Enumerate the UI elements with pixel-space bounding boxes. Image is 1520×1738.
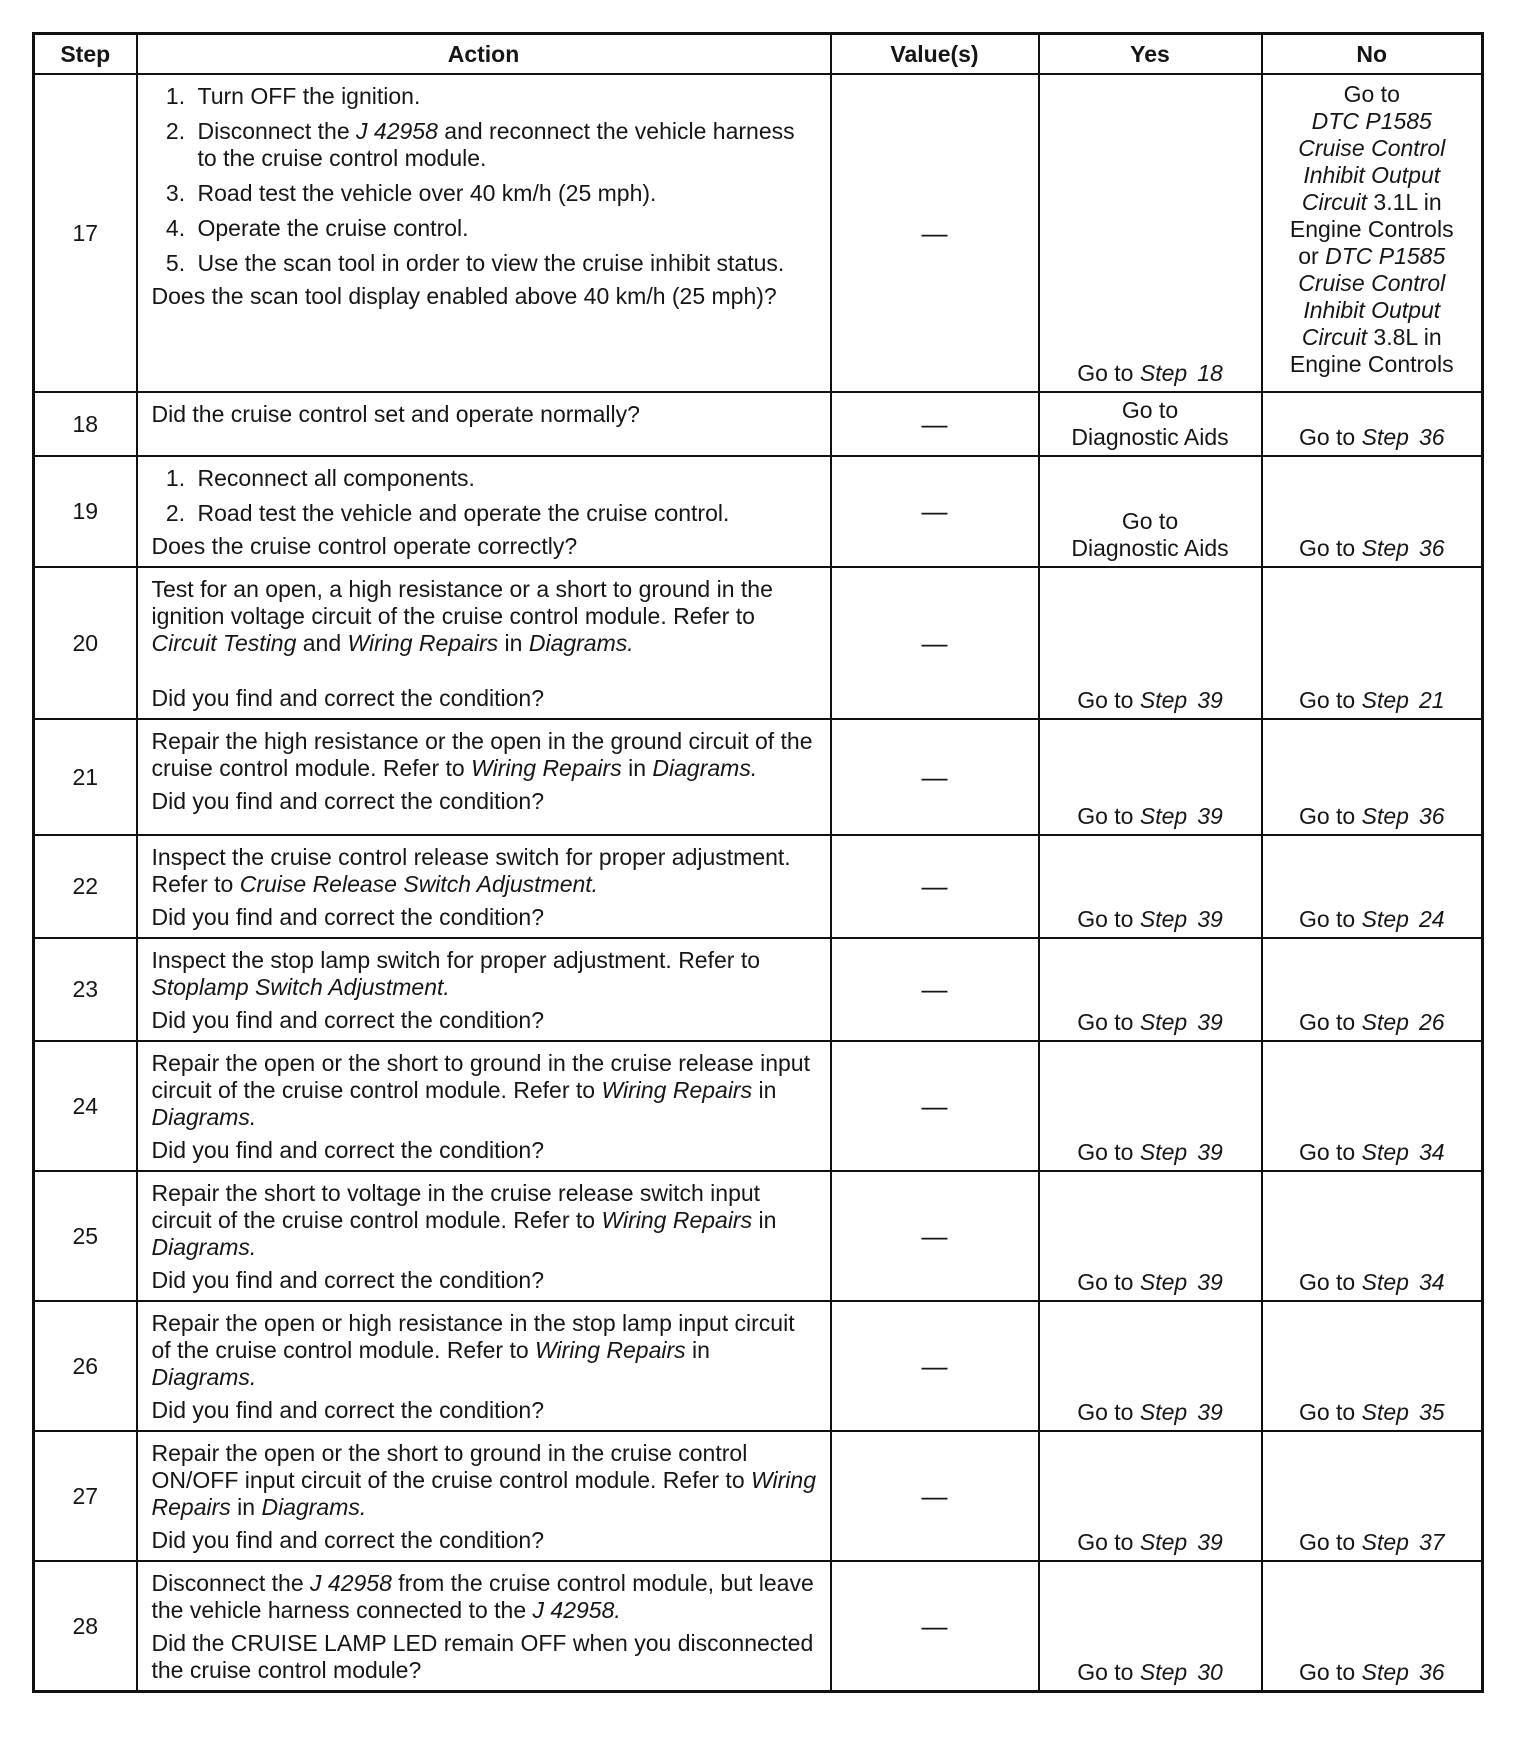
step-number: 20 [34,567,137,719]
table-row [34,1171,1483,1301]
manual-ref: Stoplamp Switch Adjustment. [151,974,450,1000]
action-cell [137,835,831,938]
yes-cell: Go to Step 39 [1039,1171,1262,1301]
question-text: Did the cruise control set and operate normally? [151,401,640,427]
yes-cell: Go to Step 39 [1039,938,1262,1041]
question-text: Did you find and correct the condition? [151,1267,545,1293]
list-item: 2. Disconnect the J 42958 and reconnect the vehicle harness to the cruise control module. [192,118,820,172]
value-cell: — [831,1041,1039,1171]
step-number: 18 [34,392,137,456]
question-text: Did you find and correct the condition? [151,1137,545,1163]
instruction-text: Repair the short to voltage in the cruise release switch input circuit of the cruise control module. Refer to Wiring Repairs in Diagrams. [151,1180,777,1260]
table-row [34,1041,1483,1171]
no-cell: Go to Step 36 [1262,719,1483,835]
manual-ref: Wiring Repairs [601,1077,753,1103]
header-values: Value(s) [831,34,1039,75]
table-row [34,1301,1483,1431]
value-cell: — [831,1171,1039,1301]
value-cell: — [831,1561,1039,1692]
step-number: 19 [34,456,137,567]
table-row [34,392,1483,456]
yes-cell: Go to Diagnostic Aids [1039,392,1262,456]
header-action: Action [137,34,831,75]
instruction-text: Repair the open or the short to ground in the cruise control ON/OFF input circuit of the cruise control module. Refer to Wiring Repairs in Diagrams. [151,1440,816,1520]
value-cell: — [831,719,1039,835]
manual-ref: Diagrams. [261,1494,367,1520]
no-cell: Go to DTC P1585 Cruise Control Inhibit Output Circuit 3.1L in Engine Controls or DTC P1585 Cruise Control Inhibit Output Circuit 3.8L in Engine Controls [1262,74,1483,392]
step-number: 27 [34,1431,137,1561]
action-cell [137,1041,831,1171]
value-cell: — [831,74,1039,392]
action-steps-list [152,83,820,277]
value-cell: — [831,1431,1039,1561]
diagnostic-table-container [32,32,1481,1693]
action-cell [137,1171,831,1301]
question-text: Did you find and correct the condition? [151,1007,545,1033]
value-cell: — [831,456,1039,567]
yes-cell: Go to Step 30 [1039,1561,1262,1692]
table-row [34,456,1483,567]
instruction-text: Repair the open or the short to ground in the cruise release input circuit of the cruise control module. Refer to Wiring Repairs in Diagrams. [151,1050,810,1130]
question-text: Does the cruise control operate correctly? [151,533,578,559]
question-text: Did the CRUISE LAMP LED remain OFF when you disconnected the cruise control module? [151,1630,814,1683]
question-text: Did you find and correct the condition? [151,685,545,711]
list-item: 3. Road test the vehicle over 40 km/h (25 mph). [192,180,820,207]
no-cell: Go to Step 34 [1262,1171,1483,1301]
instruction-text: Repair the open or high resistance in the stop lamp input circuit of the cruise control module. Refer to Wiring Repairs in Diagrams. [151,1310,795,1390]
no-cell: Go to Step 35 [1262,1301,1483,1431]
header-no: No [1262,34,1483,75]
step-number: 24 [34,1041,137,1171]
no-cell: Go to Step 36 [1262,456,1483,567]
list-item: 2. Road test the vehicle and operate the cruise control. [192,500,820,527]
list-item: 1. Turn OFF the ignition. [192,83,820,110]
action-cell [137,1431,831,1561]
yes-cell: Go to Step 39 [1039,567,1262,719]
manual-ref: Wiring Repairs [535,1337,686,1363]
no-cell: Go to Step 36 [1262,392,1483,456]
value-cell: — [831,392,1039,456]
no-cell: Go to Step 36 [1262,1561,1483,1692]
action-cell [137,456,831,567]
no-cell: Go to Step 37 [1262,1431,1483,1561]
table-row [34,567,1483,719]
value-cell: — [831,1301,1039,1431]
question-text: Did you find and correct the condition? [151,904,545,930]
yes-cell: Go to Step 39 [1039,1301,1262,1431]
yes-cell: Go to Step 18 [1039,74,1262,392]
step-number: 17 [34,74,137,392]
table-row [34,74,1483,392]
action-cell [137,938,831,1041]
header-yes: Yes [1039,34,1262,75]
no-cell: Go to Step 21 [1262,567,1483,719]
question-text: Did you find and correct the condition? [151,1397,545,1423]
manual-ref: Diagrams. [151,1364,257,1390]
action-cell [137,74,831,392]
step-number: 26 [34,1301,137,1431]
value-cell: — [831,938,1039,1041]
list-item: 1. Reconnect all components. [192,465,820,492]
action-steps-list [152,465,820,527]
yes-cell: Go to Step 39 [1039,835,1262,938]
action-cell [137,719,831,835]
tool-ref: J 42958 [356,118,438,144]
step-number: 23 [34,938,137,1041]
instruction-text: Repair the high resistance or the open in the ground circuit of the cruise control module. Refer to Wiring Repairs in Diagrams. [151,728,813,781]
instruction-text: Inspect the stop lamp switch for proper adjustment. Refer to Stoplamp Switch Adjustment. [151,947,761,1000]
no-cell: Go to Step 24 [1262,835,1483,938]
table-row [34,938,1483,1041]
dtc-ref: DTC P1585 [1325,243,1446,269]
yes-cell: Go to Step 39 [1039,1041,1262,1171]
table-row [34,1561,1483,1692]
table-row [34,1431,1483,1561]
value-cell: — [831,567,1039,719]
no-cell: Go to Step 26 [1262,938,1483,1041]
manual-ref: Circuit Testing [151,630,297,656]
step-number: 22 [34,835,137,938]
action-cell [137,1301,831,1431]
circuit-ref: Cruise Control Inhibit Output Circuit [1298,135,1446,215]
manual-ref: Wiring Repairs [601,1207,753,1233]
circuit-ref: Cruise Control Inhibit Output Circuit [1298,270,1446,350]
value-cell: — [831,835,1039,938]
instruction-text: Inspect the cruise control release switch for proper adjustment. Refer to Cruise Release Switch Adjustment. [151,844,791,897]
list-item: 4. Operate the cruise control. [192,215,820,242]
diagnostic-table [32,32,1484,1693]
tool-ref: J 42958. [532,1597,621,1623]
step-number: 28 [34,1561,137,1692]
tool-ref: J 42958 [310,1570,392,1596]
action-cell [137,1561,831,1692]
manual-ref: Diagrams. [652,755,758,781]
instruction-text: Test for an open, a high resistance or a short to ground in the ignition voltage circuit of the cruise control module. Refer to Circuit Testing and Wiring Repairs in Diagrams. [151,576,773,656]
step-number: 21 [34,719,137,835]
manual-ref: Diagrams. [151,1104,257,1130]
manual-ref: Wiring Repairs [151,1467,816,1520]
header-row [34,34,1483,75]
manual-ref: Wiring Repairs [347,630,499,656]
yes-cell: Go to Step 39 [1039,1431,1262,1561]
manual-ref: Cruise Release Switch Adjustment. [239,871,599,897]
question-text: Did you find and correct the condition? [151,1527,545,1553]
table-row [34,719,1483,835]
instruction-text: Disconnect the J 42958 from the cruise control module, but leave the vehicle harness connected to the J 42958. [151,1570,814,1623]
manual-ref: Diagrams. [151,1234,257,1260]
action-cell [137,392,831,456]
list-item: 5. Use the scan tool in order to view the cruise inhibit status. [192,250,820,277]
no-cell: Go to Step 34 [1262,1041,1483,1171]
action-cell [137,567,831,719]
manual-ref: Wiring Repairs [471,755,622,781]
question-text: Does the scan tool display enabled above 40 km/h (25 mph)? [151,283,777,309]
dtc-ref: DTC P1585 [1311,108,1432,134]
manual-ref: Diagrams. [528,630,634,656]
yes-cell: Go to Diagnostic Aids [1039,456,1262,567]
question-text: Did you find and correct the condition? [151,788,545,814]
step-number: 25 [34,1171,137,1301]
header-step: Step [34,34,137,75]
table-row [34,835,1483,938]
yes-cell: Go to Step 39 [1039,719,1262,835]
